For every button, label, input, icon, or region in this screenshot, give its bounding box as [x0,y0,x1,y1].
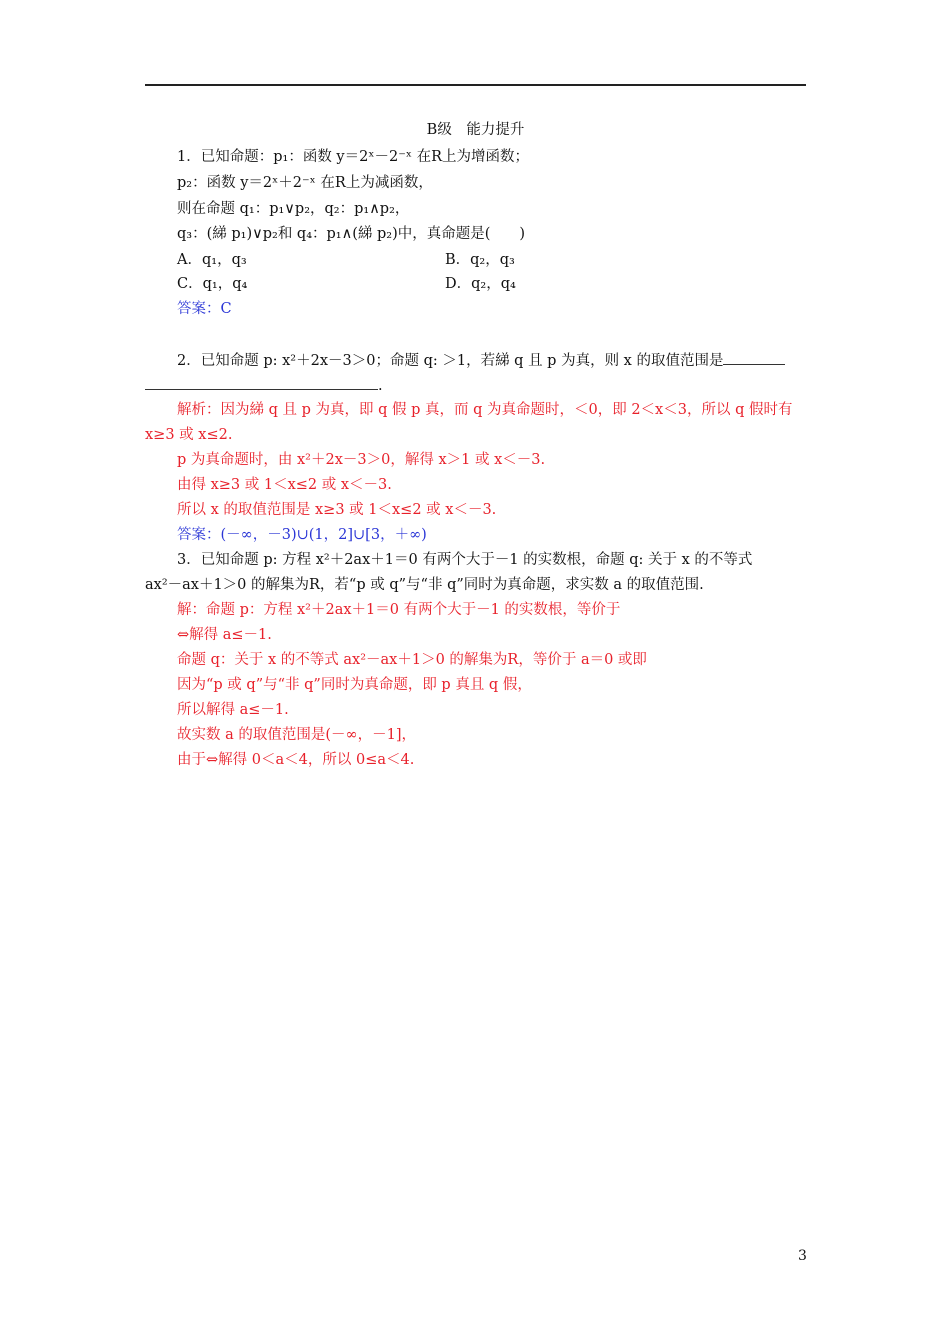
q2-line1-text: 2．已知命题 p: x²＋2x－3＞0；命题 q: ＞1，若綈 q 且 p 为真，则 x 的取值范围是 [177,353,724,369]
q1-line1: 1．已知命题：p₁：函数 y＝2ˣ－2⁻ˣ 在R上为增函数； [177,149,530,165]
page-number: 3 [798,1248,807,1264]
q3-solution6: 故实数 a 的取值范围是(－∞，－1]， [177,727,416,743]
q2-analysis1: 解析：因为綈 q 且 p 为真，即 q 假 p 真，而 q 为真命题时，＜0，即 2＜x＜3，所以 q 假时有 [177,402,793,418]
q1-line2: p₂：函数 y＝2ˣ＋2⁻ˣ 在R上为减函数， [177,175,433,191]
q2-analysis4: 由得 x≥3 或 1＜x≤2 或 x＜－3. [177,477,392,493]
q2-answer-blank-cont [145,375,378,390]
q2-line2 [145,375,383,396]
q1-option-b: B．q₂，q₃ [445,252,515,268]
q1-option-a: A．q₁，q₃ [177,252,247,268]
q1-option-d: D．q₂，q₄ [445,276,516,292]
section-title: B级 能力提升 [426,122,525,138]
q3-line1: 3．已知命题 p: 方程 x²＋2ax＋1＝0 有两个大于－1 的实数根，命题 q: 关于 x 的不等式 [177,552,753,568]
q1-line3: 则在命题 q₁：p₁∨p₂，q₂：p₁∧p₂， [177,201,410,217]
q2-answer: 答案：(－∞，－3)∪(1，2]∪[3，＋∞) [177,527,427,543]
q2-line1 [177,350,785,371]
q3-solution1: 解：命题 p：方程 x²＋2ax＋1＝0 有两个大于－1 的实数根，等价于 [177,602,621,618]
q2-analysis2: x≥3 或 x≤2. [145,427,233,443]
q2-analysis5: 所以 x 的取值范围是 x≥3 或 1＜x≤2 或 x＜－3. [177,502,497,518]
q2-line2-end: . [378,378,383,394]
q2-answer-blank [723,350,785,365]
q1-option-c: C．q₁，q₄ [177,276,248,292]
q3-solution2: ⇔解得 a≤－1. [177,627,272,643]
q3-solution7: 由于⇔解得 0＜a＜4，所以 0≤a＜4. [177,752,415,768]
q3-solution4: 因为“p 或 q”与“非 q”同时为真命题，即 p 真且 q 假， [177,677,532,693]
q3-solution3: 命题 q：关于 x 的不等式 ax²－ax＋1＞0 的解集为R，等价于 a＝0 或即 [177,652,647,668]
q1-line4: q₃：(綈 p₁)∨p₂和 q₄：p₁∧(綈 p₂)中，真命题是( ) [177,226,526,242]
q3-solution5: 所以解得 a≤－1. [177,702,289,718]
header-rule [145,84,806,86]
q1-answer: 答案：C [177,301,232,317]
q2-analysis3: p 为真命题时，由 x²＋2x－3＞0，解得 x＞1 或 x＜－3. [177,452,546,468]
q3-line2: ax²－ax＋1＞0 的解集为R，若“p 或 q”与“非 q”同时为真命题，求实数 a 的取值范围. [145,577,704,593]
